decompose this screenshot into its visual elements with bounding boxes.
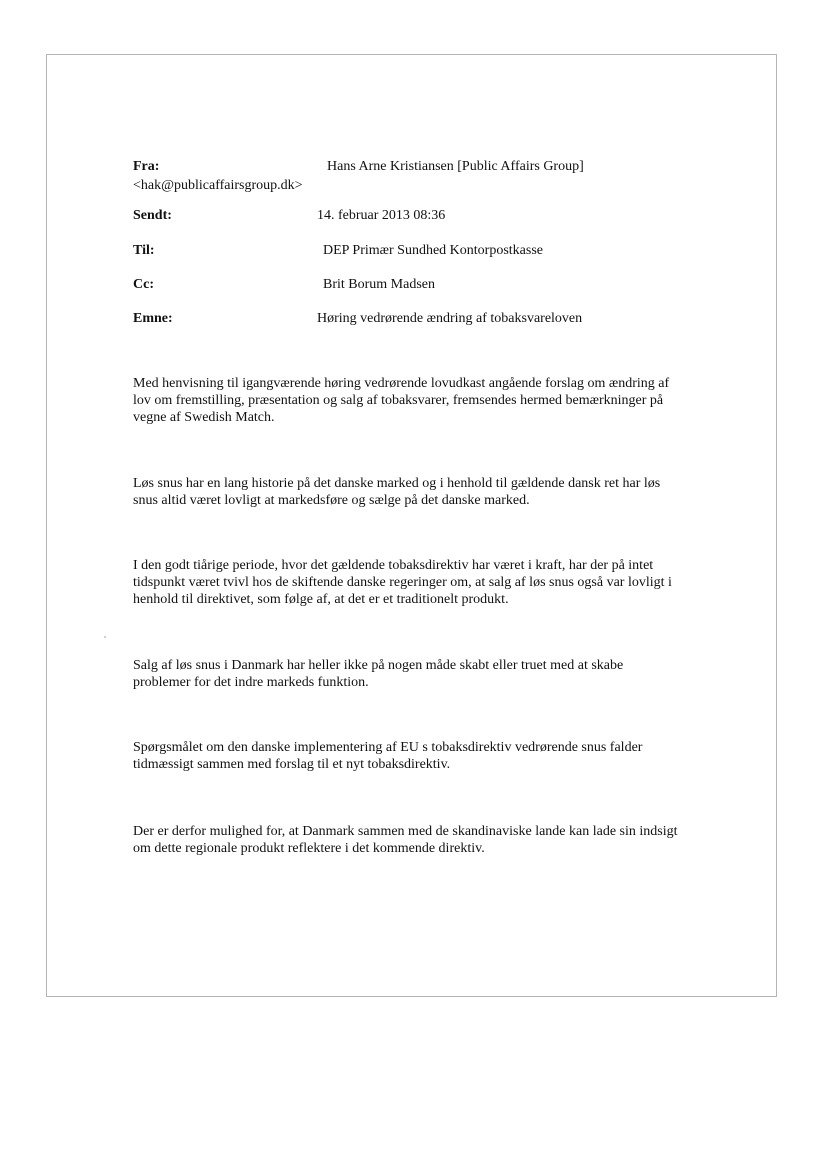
body-line: I den godt tiårige periode, hvor det gældende tobaksdirektiv har været i kraft, har der på intet [133, 558, 654, 573]
body-line: om dette regionale produkt reflektere i det kommende direktiv. [133, 841, 485, 856]
from-email: <hak@publicaffairsgroup.dk> [133, 178, 303, 193]
body-line: problemer for det indre markeds funktion. [133, 675, 369, 690]
body-paragraph [133, 557, 693, 608]
body-line: Salg af løs snus i Danmark har heller ikke på nogen måde skabt eller truet med at skabe [133, 658, 624, 673]
body-line: snus altid været lovligt at markedsføre og sælge på det danske marked. [133, 493, 530, 508]
sent-value: 14. februar 2013 08:36 [317, 208, 446, 223]
body-line: Med henvisning til igangværende høring vedrørende lovudkast angående forslag om ændring af [133, 376, 670, 391]
from-label: Fra: [133, 159, 160, 174]
body-line: henhold til direktivet, som følge af, at det er et traditionelt produkt. [133, 592, 509, 607]
body-line: lov om fremstilling, præsentation og salg af tobaksvarer, fremsendes hermed bemærkninger på [133, 393, 664, 408]
sent-label: Sendt: [133, 208, 172, 223]
body-line: vegne af Swedish Match. [133, 410, 275, 425]
body-line: Spørgsmålet om den danske implementering af EU s tobaksdirektiv vedrørende snus falder [133, 740, 643, 755]
body-paragraph [133, 657, 693, 691]
body-paragraph [133, 475, 693, 509]
scan-speck [104, 636, 106, 638]
cc-label: Cc: [133, 277, 154, 292]
cc-value: Brit Borum Madsen [323, 277, 435, 292]
body-line: Der er derfor mulighed for, at Danmark sammen med de skandinaviske lande kan lade sin indsigt [133, 824, 678, 839]
to-value: DEP Primær Sundhed Kontorpostkasse [323, 243, 543, 258]
to-label: Til: [133, 243, 155, 258]
subject-label: Emne: [133, 311, 173, 326]
from-name: Hans Arne Kristiansen [Public Affairs Group] [327, 159, 584, 174]
subject-value: Høring vedrørende ændring af tobaksvareloven [317, 311, 583, 326]
body-line: tidspunkt været tvivl hos de skiftende danske regeringer om, at salg af løs snus også var lovligt i [133, 575, 672, 590]
body-line: tidmæssigt sammen med forslag til et nyt tobaksdirektiv. [133, 757, 451, 772]
body-paragraph [133, 823, 693, 857]
body-paragraph [133, 739, 693, 773]
body-line: Løs snus har en lang historie på det danske marked og i henhold til gældende dansk ret har løs [133, 476, 661, 491]
body-paragraph [133, 375, 693, 426]
